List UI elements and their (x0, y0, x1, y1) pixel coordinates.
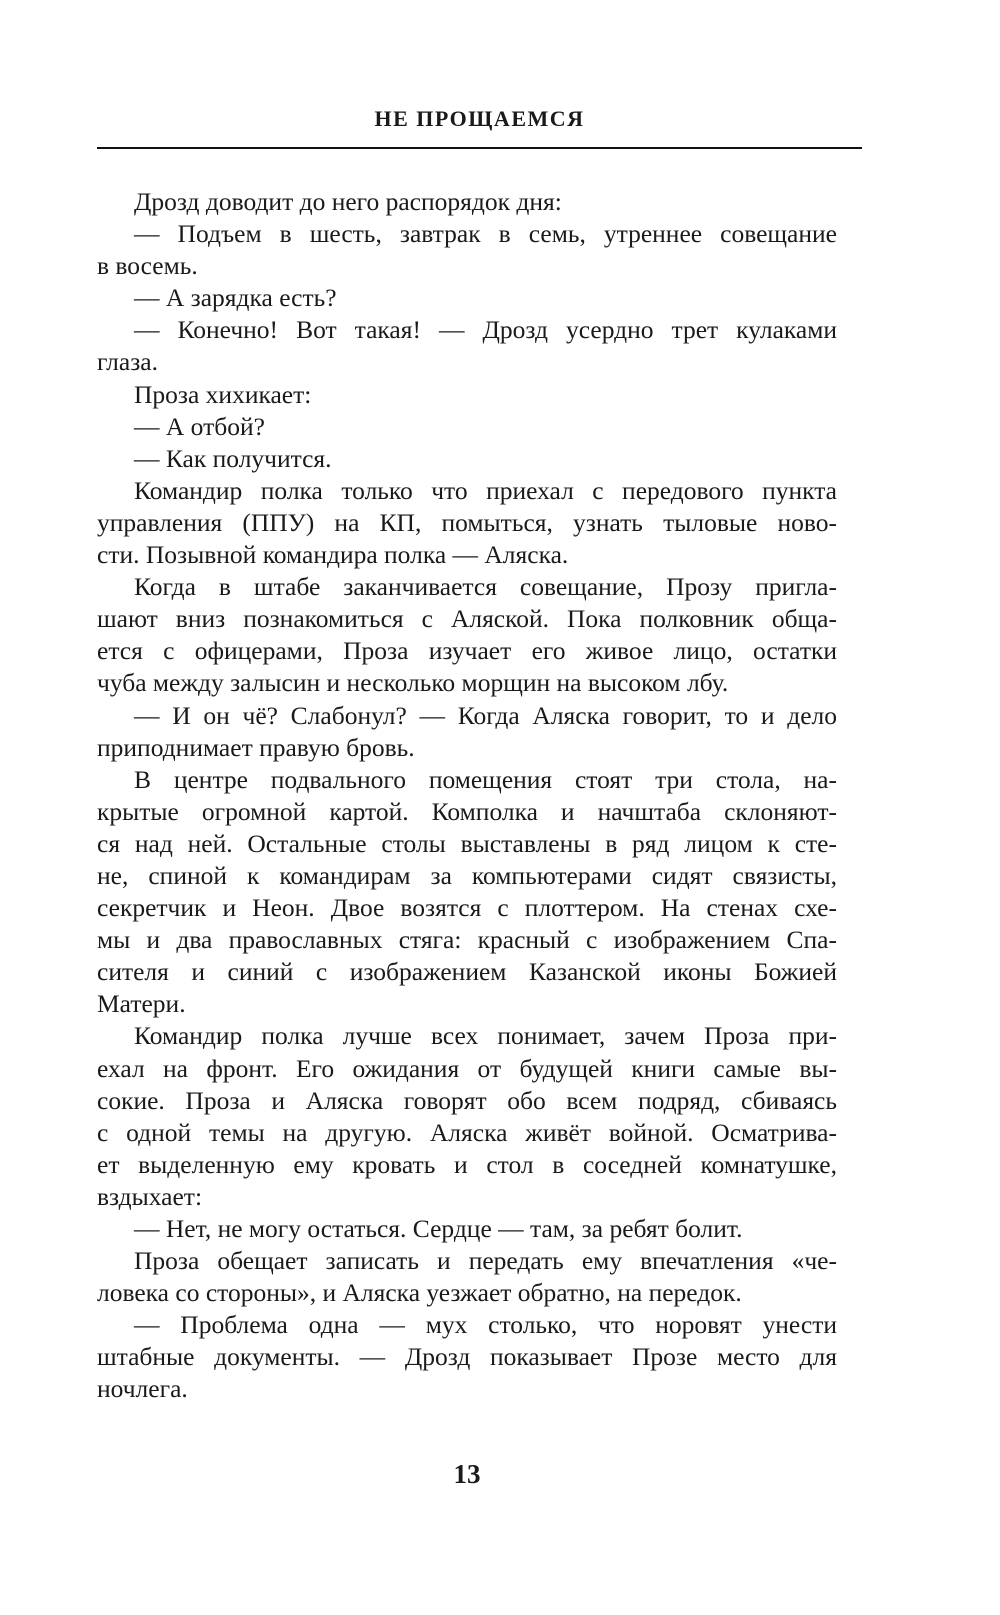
text-line: — Нет, не могу остаться. Сердце — там, за ребят болит. (134, 1214, 743, 1243)
text-line: ехал на фронт. Его ожидания от будущей книги самые вы- (97, 1053, 837, 1083)
text-line: управления (ППУ) на КП, помыться, узнать тыловые ново- (97, 507, 837, 537)
paragraph (97, 700, 837, 764)
paragraph (97, 411, 837, 443)
text-line: с одной темы на другую. Аляска живёт войной. Осматрива- (97, 1117, 837, 1147)
text-line: Когда в штабе заканчивается совещание, Прозу пригла- (134, 572, 837, 602)
text-line: Матери. (97, 989, 186, 1019)
text-line: — А отбой? (134, 411, 265, 441)
text-line: сти. Позывной командира полка — Аляска. (97, 540, 569, 570)
text-line: Дрозд доводит до него распорядок дня: (134, 187, 562, 216)
text-line: — Как получится. (134, 443, 332, 473)
paragraph (97, 475, 837, 571)
text-line: ется с офицерами, Проза изучает его живое лицо, остатки (97, 636, 837, 666)
text-line: вздыхает: (97, 1181, 203, 1211)
paragraph (97, 443, 837, 475)
text-line: сителя и синий с изображением Казанской иконы Божией (97, 957, 837, 987)
text-line: ет выделенную ему кровать и стол в соседней комнатушке, (97, 1149, 837, 1179)
text-line: — Конечно! Вот такая! — Дрозд усердно трет кулаками (134, 315, 837, 345)
text-line: крытые огромной картой. Комполка и начштаба склоняют- (97, 796, 837, 826)
running-head: НЕ ПРОЩАЕМСЯ (374, 106, 585, 131)
text-line: в восемь. (97, 251, 198, 281)
text-line: секретчик и Неон. Двое возятся с плоттером. На стенах схе- (97, 893, 837, 923)
paragraph (97, 218, 837, 282)
text-line: — И он чё? Слабонул? — Когда Аляска говорит, то и дело (134, 700, 837, 730)
text-line: ся над ней. Остальные столы выставлены в ряд лицом к сте- (97, 828, 837, 858)
text-line: сокие. Проза и Аляска говорят обо всем подряд, сбиваясь (97, 1085, 837, 1115)
page-number: 13 (453, 1459, 481, 1489)
text-line: шают вниз познакомиться с Аляской. Пока полковник обща- (97, 604, 837, 634)
text-line: ночлега. (97, 1374, 188, 1404)
text-line: ловека со стороны», и Аляска уезжает обратно, на передок. (97, 1278, 742, 1308)
text-line: — Проблема одна — мух столько, что норовят унести (134, 1310, 837, 1340)
text-line: мы и два православных стяга: красный с изображением Спа- (97, 925, 837, 955)
body-text (97, 186, 837, 1406)
paragraph (97, 186, 837, 218)
text-line: не, спиной к командирам за компьютерами сидят связисты, (97, 860, 837, 890)
paragraph (97, 314, 837, 378)
header-rule (97, 147, 862, 149)
text-line: чуба между залысин и несколько морщин на высоком лбу. (97, 668, 729, 698)
text-line: штабные документы. — Дрозд показывает Прозе место для (97, 1342, 837, 1372)
text-line: глаза. (97, 347, 158, 377)
paragraph (97, 764, 837, 1021)
paragraph (97, 282, 837, 314)
text-line: приподнимает правую бровь. (97, 732, 415, 762)
paragraph (97, 571, 837, 699)
text-line: Командир полка только что приехал с передового пункта (134, 475, 837, 505)
paragraph (97, 1245, 837, 1309)
paragraph (97, 379, 837, 411)
paragraph (97, 1020, 837, 1213)
paragraph (97, 1309, 837, 1405)
text-line: В центре подвального помещения стоят три стола, на- (134, 764, 837, 794)
text-line: Проза обещает записать и передать ему впечатления «че- (134, 1246, 837, 1276)
text-line: Проза хихикает: (134, 379, 312, 409)
text-line: — А зарядка есть? (134, 283, 337, 313)
text-line: — Подъем в шесть, завтрак в семь, утреннее совещание (134, 219, 837, 249)
text-line: Командир полка лучше всех понимает, зачем Проза при- (134, 1021, 837, 1051)
paragraph (97, 1213, 837, 1245)
